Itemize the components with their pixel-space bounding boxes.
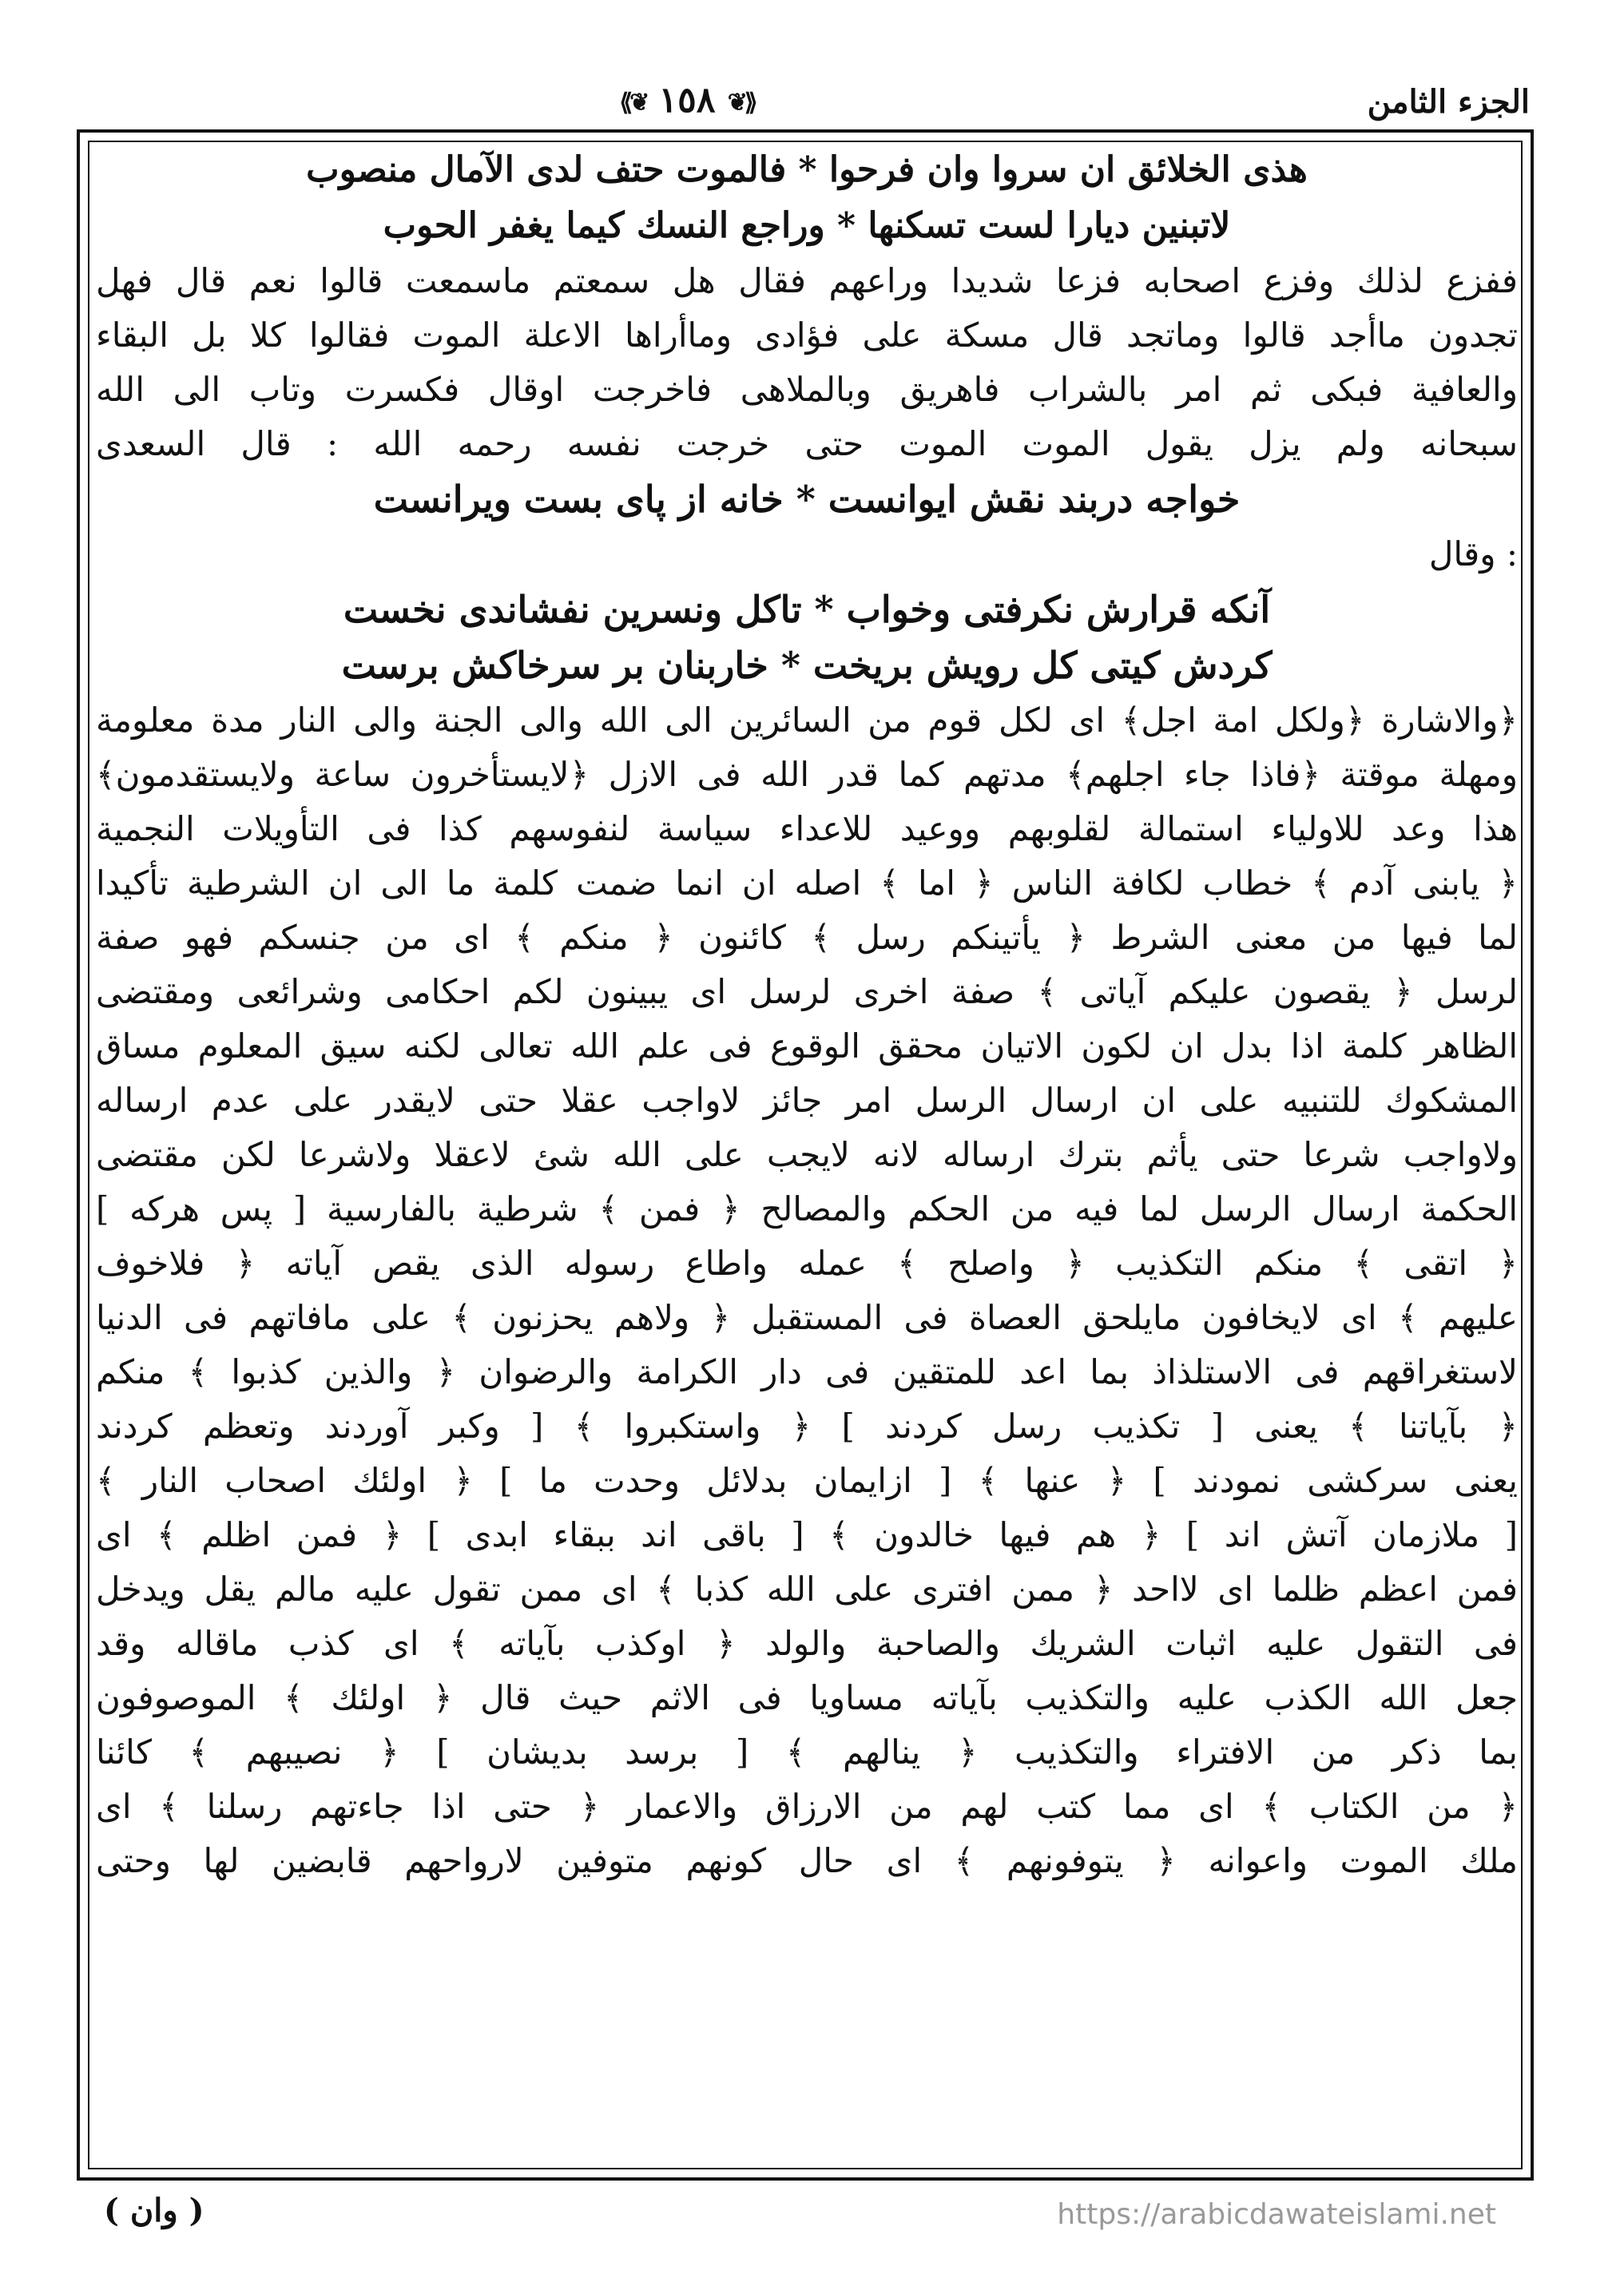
page-number: ١٥٨ bbox=[658, 80, 716, 121]
text-line: المشكوك للتنبيه على ان ارسال الرسل امر جائز لاواجب عقلا حتى لايقدر على عدم ارساله bbox=[96, 1081, 1518, 1120]
text-line: : وقال bbox=[1428, 534, 1518, 574]
text-line: ﴿ من الكتاب ﴾ اى مما كتب لهم من الارزاق والاعمار ﴿ حتى اذا جاءتهم رسلنا ﴾ اى bbox=[96, 1787, 1518, 1826]
text-line: لرسل ﴿ يقصون عليكم آياتى ﴾ صفة اخرى لرسل اى يبينون لكم احكامى وشرائعى ومقتضى bbox=[96, 972, 1518, 1011]
text-line: فمن اعظم ظلما اى لااحد ﴿ ممن افترى على الله كذبا ﴾ اى ممن تقول عليه مالم يقل ويدخل bbox=[96, 1570, 1518, 1609]
persian-verse-line: آنكه قرارش نكرفتى وخواب * تاكل ونسرين نفشاندى نخست bbox=[343, 588, 1271, 631]
text-line: ملك الموت واعوانه ﴿ يتوفونهم ﴾ اى حال كونهم متوفين لارواحهم قابضين لها وحتى bbox=[96, 1841, 1518, 1880]
text-line: لاستغراقهم فى الاستلذاذ بما اعد للمتقين فى دار الكرامة والرضوان ﴿ والذين كذبوا ﴾ منكم bbox=[96, 1352, 1518, 1391]
text-line: تجدون ماأجد قالوا وماتجد قال مسكة على فؤادى وماأراها الاعلة الموت فقالوا كلا بل البقاء bbox=[96, 316, 1518, 355]
text-line: ﴿ اتقى ﴾ منكم التكذيب ﴿ واصلح ﴾ عمله واطاع رسوله الذى يقص آياته ﴿ فلاخوف bbox=[96, 1244, 1518, 1283]
catchword: ( وان ) bbox=[104, 2192, 204, 2229]
text-line: ﴿والاشارة ﴿ولكل امة اجل﴾ اى لكل قوم من السائرين الى الله والى الجنة والى النار مدة معلومة bbox=[96, 701, 1518, 740]
text-line: ولاواجب شرعا حتى يأثم بترك ارساله لانه لايجب على الله شئ لاعقلا ولاشرعا لكن مقتضى bbox=[96, 1135, 1518, 1174]
text-line: ومهلة موقتة ﴿فاذا جاء اجلهم﴾ مدتهم كما قدر الله فى الازل ﴿لايستأخرون ساعة ولايستقدمون﴾ bbox=[96, 755, 1518, 794]
ornament-left-icon: ❦⟫ bbox=[619, 89, 647, 117]
text-line: ﴿ بآياتنا ﴾ يعنى [ تكذيب رسل كردند ] ﴿ واستكبروا ﴾ [ وكبر آوردند وتعظم كردند bbox=[96, 1407, 1518, 1446]
text-line: ففزع لذلك وفزع اصحابه فزعا شديدا وراعهم فقال هل سمعتم ماسمعت قالوا نعم قال فهل bbox=[96, 261, 1518, 300]
source-url: https://arabicdawateislami.net bbox=[1057, 2198, 1496, 2231]
text-line: عليهم ﴾ اى لايخافون مايلحق العصاة فى المستقبل ﴿ ولاهم يحزنون ﴾ على مافاتهم فى الدنيا bbox=[96, 1298, 1518, 1337]
text-line: بما ذكر من الافتراء والتكذيب ﴿ ينالهم ﴾ [ برسد بديشان ] ﴿ نصيبهم ﴾ كائنا bbox=[96, 1732, 1518, 1772]
text-line: سبحانه ولم يزل يقول الموت الموت حتى خرجت نفسه رحمه الله : قال السعدى bbox=[96, 424, 1518, 463]
page-number-wrap bbox=[591, 80, 783, 121]
text-line: ﴿ يابنى آدم ﴾ خطاب لكافة الناس ﴿ اما ﴾ اصله ان انما ضمت كلمة ما الى ان الشرطية تأكيدا bbox=[96, 863, 1518, 903]
verse-line: لاتبنين ديارا لست تسكنها * وراجع النسك كيما يغفر الحوب bbox=[383, 205, 1231, 246]
persian-verse-line: خواجه دربند نقش ايوانست * خانه از پاى بست ويرانست bbox=[373, 478, 1241, 521]
part-title: الجزء الثامن bbox=[1367, 83, 1530, 121]
text-line: فى التقول عليه اثبات الشريك والصاحبة والولد ﴿ اوكذب بآياته ﴾ اى كذب ماقاله وقد bbox=[96, 1624, 1518, 1663]
text-line: الحكمة ارسال الرسل لما فيه من الحكم والمصالح ﴿ فمن ﴾ شرطية بالفارسية [ پس هركه ] bbox=[96, 1189, 1518, 1228]
text-line: يعنى سركشى نمودند ] ﴿ عنها ﴾ [ ازايمان بدلائل وحدت ما ] ﴿ اولئك اصحاب النار ﴾ bbox=[96, 1461, 1518, 1500]
text-line: لما فيها من معنى الشرط ﴿ يأتينكم رسل ﴾ كائنون ﴿ منكم ﴾ اى من جنسكم فهو صفة bbox=[96, 918, 1518, 957]
text-line: [ ملازمان آتش اند ] ﴿ هم فيها خالدون ﴾ [ باقى اند ببقاء ابدى ] ﴿ فمن اظلم ﴾ اى bbox=[96, 1515, 1518, 1554]
text-line: والعافية فبكى ثم امر بالشراب فاهريق وبالملاهى فاخرجت اوقال فكسرت وتاب الى الله bbox=[96, 370, 1518, 409]
verse-line: هذى الخلائق ان سروا وان فرحوا * فالموت حتف لدى الآمال منصوب bbox=[306, 149, 1308, 190]
persian-verse-line: كردش كيتى كل رويش بريخت * خاربنان بر سرخاكش برست bbox=[341, 644, 1273, 687]
text-line: الظاهر كلمة اذا بدل ان لكون الاتيان محقق الوقوع فى علم الله تعالى لكنه سيق المعلوم مساق bbox=[96, 1026, 1518, 1066]
text-body bbox=[96, 142, 1518, 2171]
text-line: هذا وعد للاولياء استمالة لقلوبهم ووعيد للاعداء سياسة لنفوسهم كذا فى التأويلات النجمية bbox=[96, 809, 1518, 848]
ornament-right-icon: ⟪❦ bbox=[727, 89, 755, 117]
text-line: جعل الله الكذب عليه والتكذيب بآياته مساويا فى الاثم حيث قال ﴿ اولئك ﴾ الموصوفون bbox=[96, 1678, 1518, 1717]
